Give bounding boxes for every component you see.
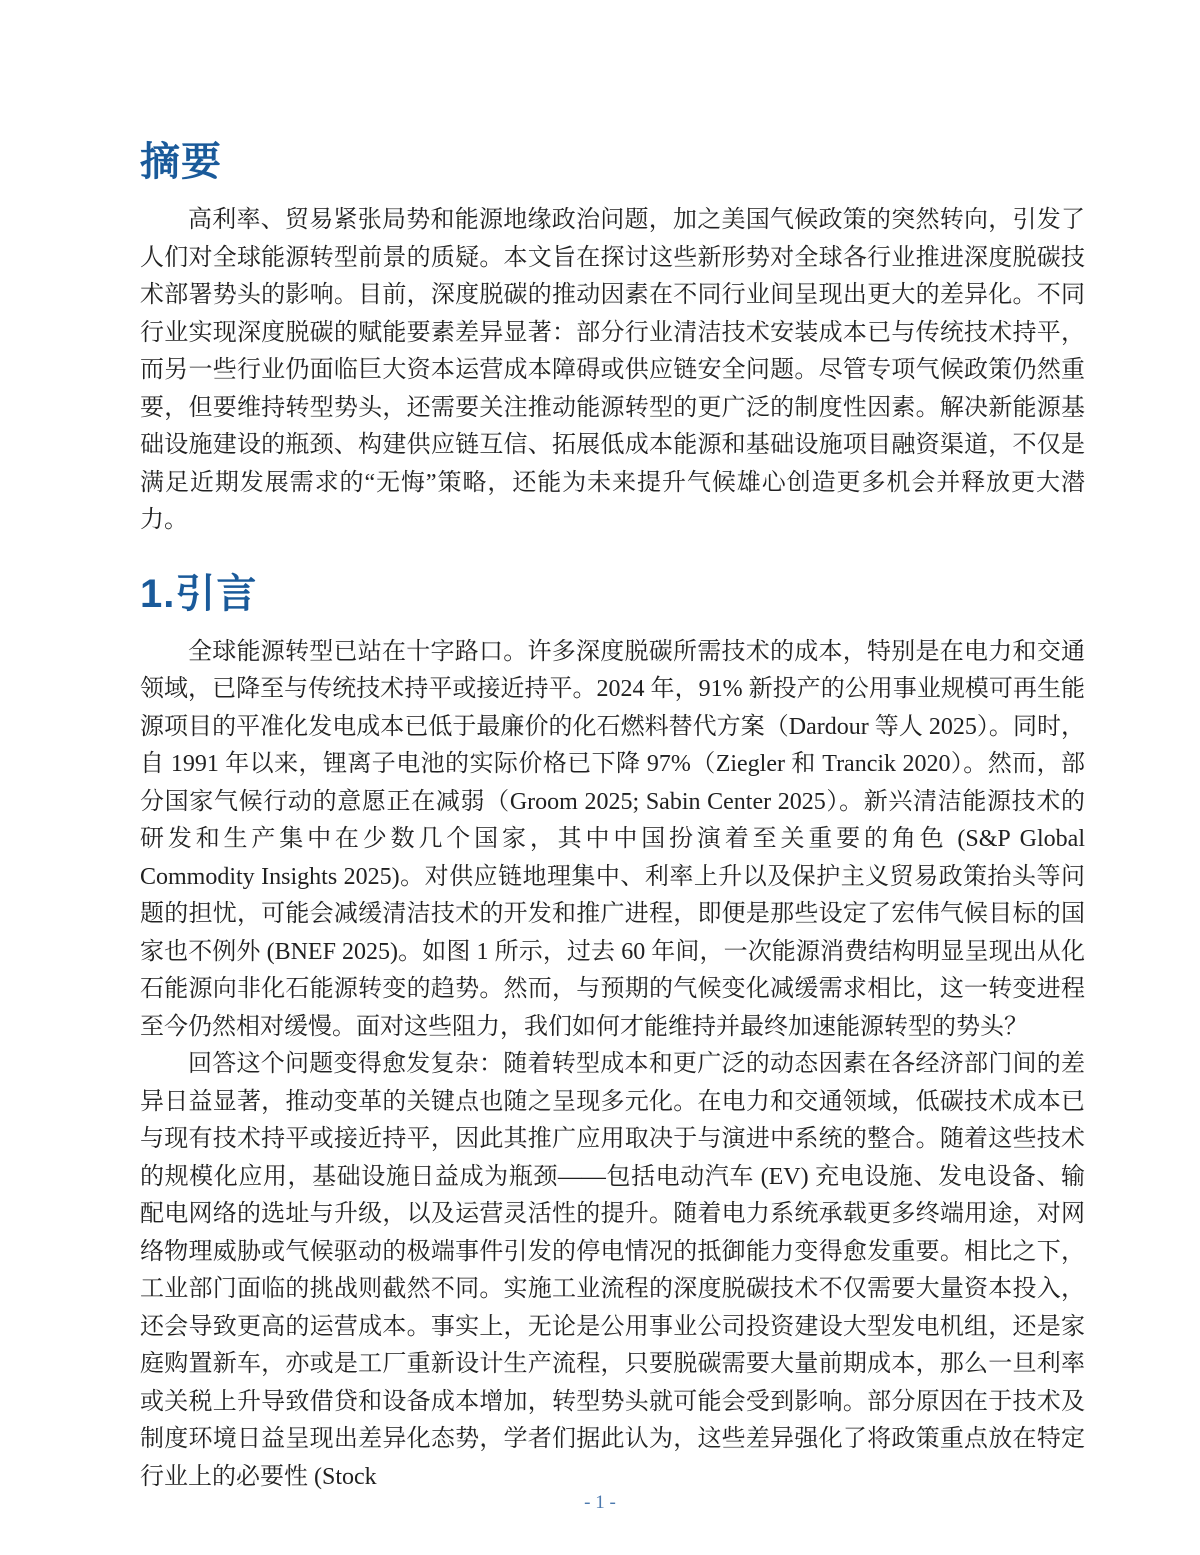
introduction-heading: 1.引言 (140, 571, 258, 616)
introduction-paragraph-2: 回答这个问题变得愈发复杂：随着转型成本和更广泛的动态因素在各经济部门间的差异日益显著，推动变革的关键点也随之呈现多元化。在电力和交通领域，低碳技术成本已与现有技术持平或接近持平，因此其推广应用取决于与演进中系统的整合。随着这些技术的规模化应用，基础设施日益成为瓶颈——包括电动汽车 (EV) 充电设施、发电设备、输配电网络的选址与升级，以及运营灵活性的提升。随着电力系统承载更多终端用途，对网络物理威胁或气候驱动的极端事件引发的停电情况的抵御能力变得愈发重要。相比之下，工业部门面临的挑战则截然不同。实施工业流程的深度脱碳技术不仅需要大量资本投入，还会导致更高的运营成本。事实上，无论是公用事业公司投资建设大型发电机组，还是家庭购置新车，亦或是工厂重新设计生产流程，只要脱碳需要大量前期成本，那么一旦利率或关税上升导致借贷和设备成本增加，转型势头就可能会受到影响。部分原因在于技术及制度环境日益呈现出差异化态势，学者们据此认为，这些差异强化了将政策重点放在特定行业上的必要性 (Stock (140, 1051, 1085, 1490)
page-content (140, 138, 1085, 1496)
introduction-paragraph-1: 全球能源转型已站在十字路口。许多深度脱碳所需技术的成本，特别是在电力和交通领域，已降至与传统技术持平或接近持平。2024 年，91% 新投产的公用事业规模可再生能源项目的平准化发电成本已低于最廉价的化石燃料替代方案（Dardour 等人 2025）。同时，自 1991 年以来，锂离子电池的实际价格已下降 97%（Ziegler 和 Trancik 2020）。然而，部分国家气候行动的意愿正在减弱（Groom 2025; Sabin Center 2025）。新兴清洁能源技术的研发和生产集中在少数几个国家，其中中国扮演着至关重要的角色 (S&P Global Commodity Insights 2025)。对供应链地理集中、利率上升以及保护主义贸易政策抬头等问题的担忧，可能会减缓清洁技术的开发和推广进程，即便是那些设定了宏伟气候目标的国家也不例外 (BNEF 2025)。如图 1 所示，过去 60 年间，一次能源消费结构明显呈现出从化石能源向非化石能源转变的趋势。然而，与预期的气候变化减缓需求相比，这一转变进程至今仍然相对缓慢。面对这些阻力，我们如何才能维持并最终加速能源转型的势头？ (140, 638, 1085, 1040)
abstract-paragraph: 高利率、贸易紧张局势和能源地缘政治问题，加之美国气候政策的突然转向，引发了人们对全球能源转型前景的质疑。本文旨在探讨这些新形势对全球各行业推进深度脱碳技术部署势头的影响。目前，深度脱碳的推动因素在不同行业间呈现出更大的差异化。不同行业实现深度脱碳的赋能要素差异显著：部分行业清洁技术安装成本已与传统技术持平，而另一些行业仍面临巨大资本运营成本障碍或供应链安全问题。尽管专项气候政策仍然重要，但要维持转型势头，还需要关注推动能源转型的更广泛的制度性因素。解决新能源基础设施建设的瓶颈、构建供应链互信、拓展低成本能源和基础设施项目融资渠道，不仅是满足近期发展需求的“无悔”策略，还能为未来提升气候雄心创造更多机会并释放更大潜力。 (140, 207, 1085, 533)
abstract-heading: 摘要 (140, 140, 222, 184)
page-number: - 1 - (584, 1492, 616, 1513)
